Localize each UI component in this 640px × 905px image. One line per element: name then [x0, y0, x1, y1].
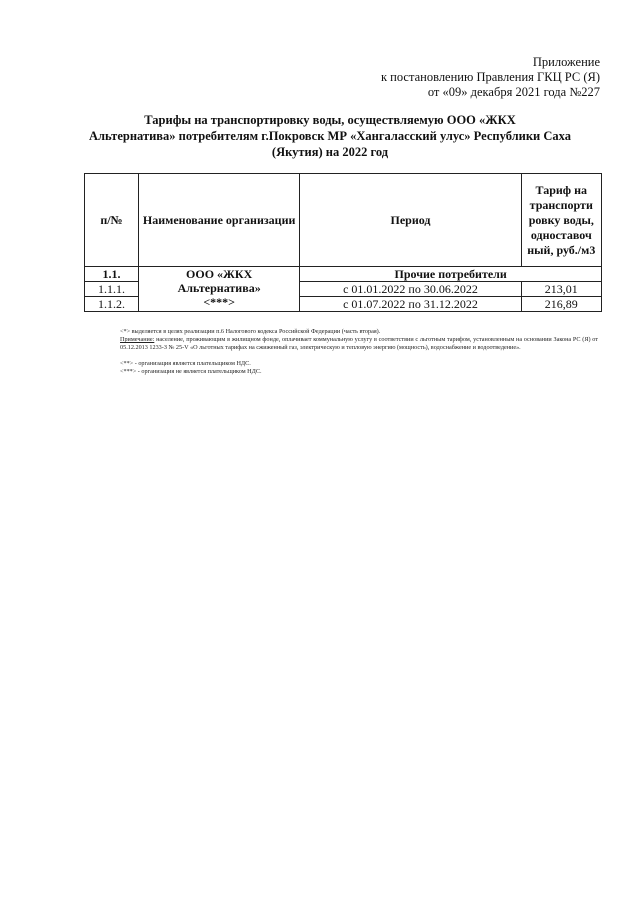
appendix-line-1: Приложение	[532, 55, 600, 69]
row-2-tariff: 216,89	[521, 297, 601, 312]
table-header-row	[85, 174, 602, 267]
row-1-tariff: 213,01	[521, 282, 601, 297]
header-period: Период	[300, 174, 521, 267]
note-2	[120, 336, 598, 352]
title-line-2: Альтернатива» потребителям г.Покровск МР «Хангаласский улус» Республики Саха	[89, 129, 571, 143]
row-2-period: с 01.07.2022 по 31.12.2022	[300, 297, 521, 312]
table-row-group	[85, 267, 602, 282]
header-tariff: Тариф на транспорти ровку воды, одноставоч ный, руб./м3	[521, 174, 601, 267]
note-1: <*> выделяется в целях реализации п.6 Налогового кодекса Российской Федерации (часть вторая).	[120, 328, 381, 335]
appendix-line-3: от «09» декабря 2021 года №227	[427, 85, 600, 99]
header-org: Наименование организации	[138, 174, 299, 267]
header-num: п/№	[85, 174, 139, 267]
note-3: <**> - организация является плательщиком НДС.	[120, 360, 251, 367]
title-line-1: Тарифы на транспортировку воды, осуществляемую ООО «ЖКХ	[144, 113, 516, 127]
appendix-line-2: к постановлению Правления ГКЦ РС (Я)	[380, 70, 600, 84]
footnotes	[120, 328, 598, 376]
title-line-3: (Якутия) на 2022 год	[271, 145, 389, 159]
tariff-table	[84, 173, 602, 312]
group-org-line-3: <***>	[203, 295, 235, 309]
appendix-header	[381, 55, 600, 100]
document-title	[80, 112, 580, 160]
group-org-line-1: ООО «ЖКХ	[186, 267, 253, 281]
row-1-num: 1.1.1.	[85, 282, 139, 297]
note-4: <***> - организация не является плательщиком НДС.	[120, 368, 262, 375]
group-num: 1.1.	[85, 267, 139, 282]
note-2-text: население, проживающим в жилищном фонде, оплачивает коммунальную услугу в соответствии с льготным тарифом, установленным на основании Закона РС (Я) от 05.12.2013 1233-З № 25-V «О льготных тарифах на сжиженный газ, электрическую и тепловую энергию (мощность), водоснабжение и водоотведение».	[120, 336, 598, 351]
group-label: Прочие потребители	[300, 267, 602, 282]
group-org-line-2: Альтернатива»	[177, 281, 261, 295]
row-1-period: с 01.01.2022 по 30.06.2022	[300, 282, 521, 297]
note-2-label: Примечание:	[120, 336, 155, 343]
group-org	[138, 267, 299, 312]
row-2-num: 1.1.2.	[85, 297, 139, 312]
